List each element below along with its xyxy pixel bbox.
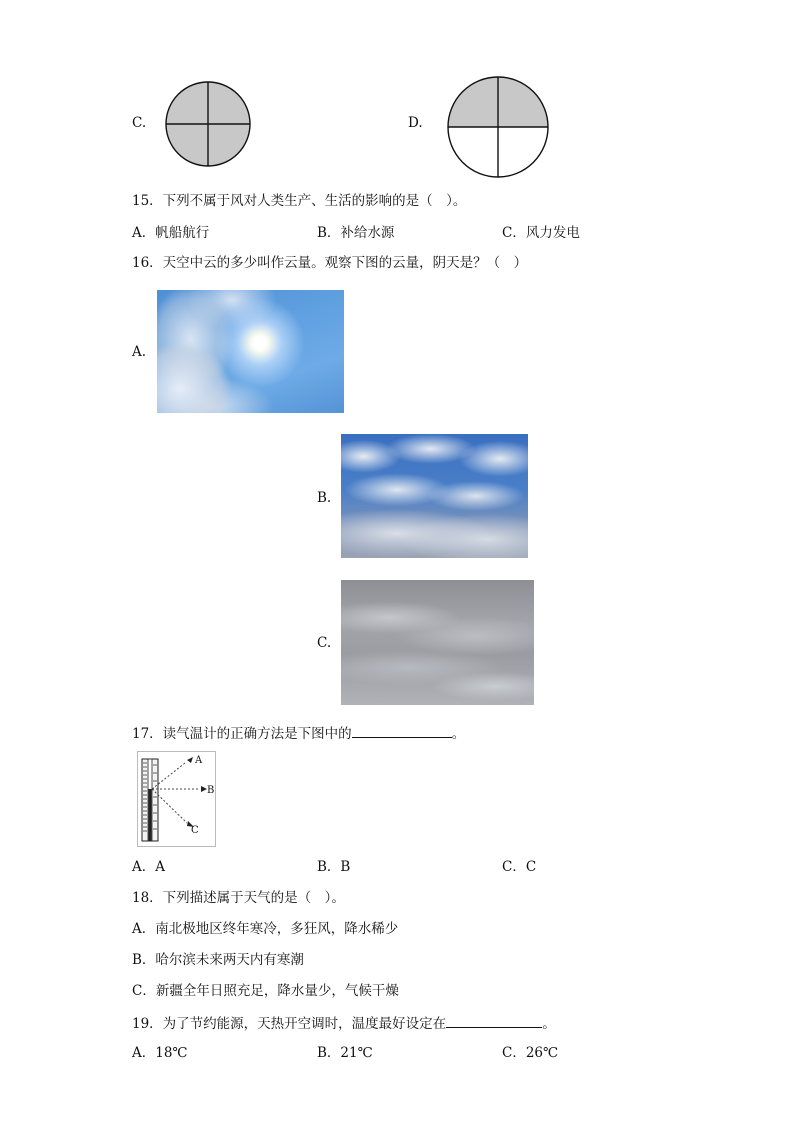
q15-option-c[interactable]: C．风力发电 (502, 225, 580, 241)
q17-stem-text: 17．读气温计的正确方法是下图中的 (132, 726, 352, 742)
q17-option-c[interactable]: C．C (502, 859, 537, 875)
q17-stem (132, 723, 465, 743)
q17-figure-label-b: B (207, 785, 215, 796)
q18-option-b[interactable]: B．哈尔滨未来两天内有寒潮 (132, 952, 304, 968)
q17-option-b[interactable]: B．B (317, 859, 351, 875)
q17-figure-label-c: C (191, 825, 199, 836)
q16-option-b-cloudy-sky-image[interactable] (341, 434, 528, 558)
q16-option-a-sunny-sky-image[interactable] (157, 290, 344, 413)
q16-option-c-label: C. (317, 635, 332, 651)
q16-stem: 16．天空中云的多少叫作云量。观察下图的云量，阴天是？（ ） (132, 255, 528, 271)
q14-option-c-circle (164, 80, 254, 170)
q19-stem-text: 19．为了节约能源，天热开空调时，温度最好设定在 (132, 1016, 447, 1032)
q15-stem: 15．下列不属于风对人类生产、生活的影响的是（ ）。 (132, 193, 467, 209)
q16-option-c-overcast-sky-image[interactable] (341, 580, 534, 705)
q19-option-b[interactable]: B．21℃ (317, 1045, 373, 1061)
q19-stem-end: 。 (542, 1016, 556, 1032)
q17-thermometer-figure (137, 751, 217, 847)
q15-option-a[interactable]: A．帆船航行 (132, 225, 210, 241)
q18-option-c[interactable]: C．新疆全年日照充足，降水量少，气候干燥 (132, 983, 399, 999)
q17-answer-blank[interactable] (352, 723, 452, 738)
q14-option-c-label: C. (132, 115, 147, 131)
q17-figure-label-a: A (195, 755, 203, 766)
q18-stem: 18．下列描述属于天气的是（ ）。 (132, 890, 345, 906)
q19-answer-blank[interactable] (446, 1013, 542, 1028)
q19-stem (132, 1013, 556, 1033)
q19-option-a[interactable]: A．18℃ (132, 1045, 188, 1061)
q18-option-a[interactable]: A．南北极地区终年寒冷，多狂风，降水稀少 (132, 921, 399, 937)
q17-stem-end: 。 (451, 726, 466, 742)
q15-option-b[interactable]: B．补给水源 (317, 225, 395, 241)
q14-option-d-label: D. (408, 115, 423, 131)
q16-option-b-label: B. (317, 490, 332, 506)
q14-option-d-circle (446, 75, 550, 179)
q19-option-c[interactable]: C．26℃ (502, 1045, 559, 1061)
q16-option-a-label: A. (132, 344, 147, 360)
q17-option-a[interactable]: A．A (132, 859, 165, 875)
